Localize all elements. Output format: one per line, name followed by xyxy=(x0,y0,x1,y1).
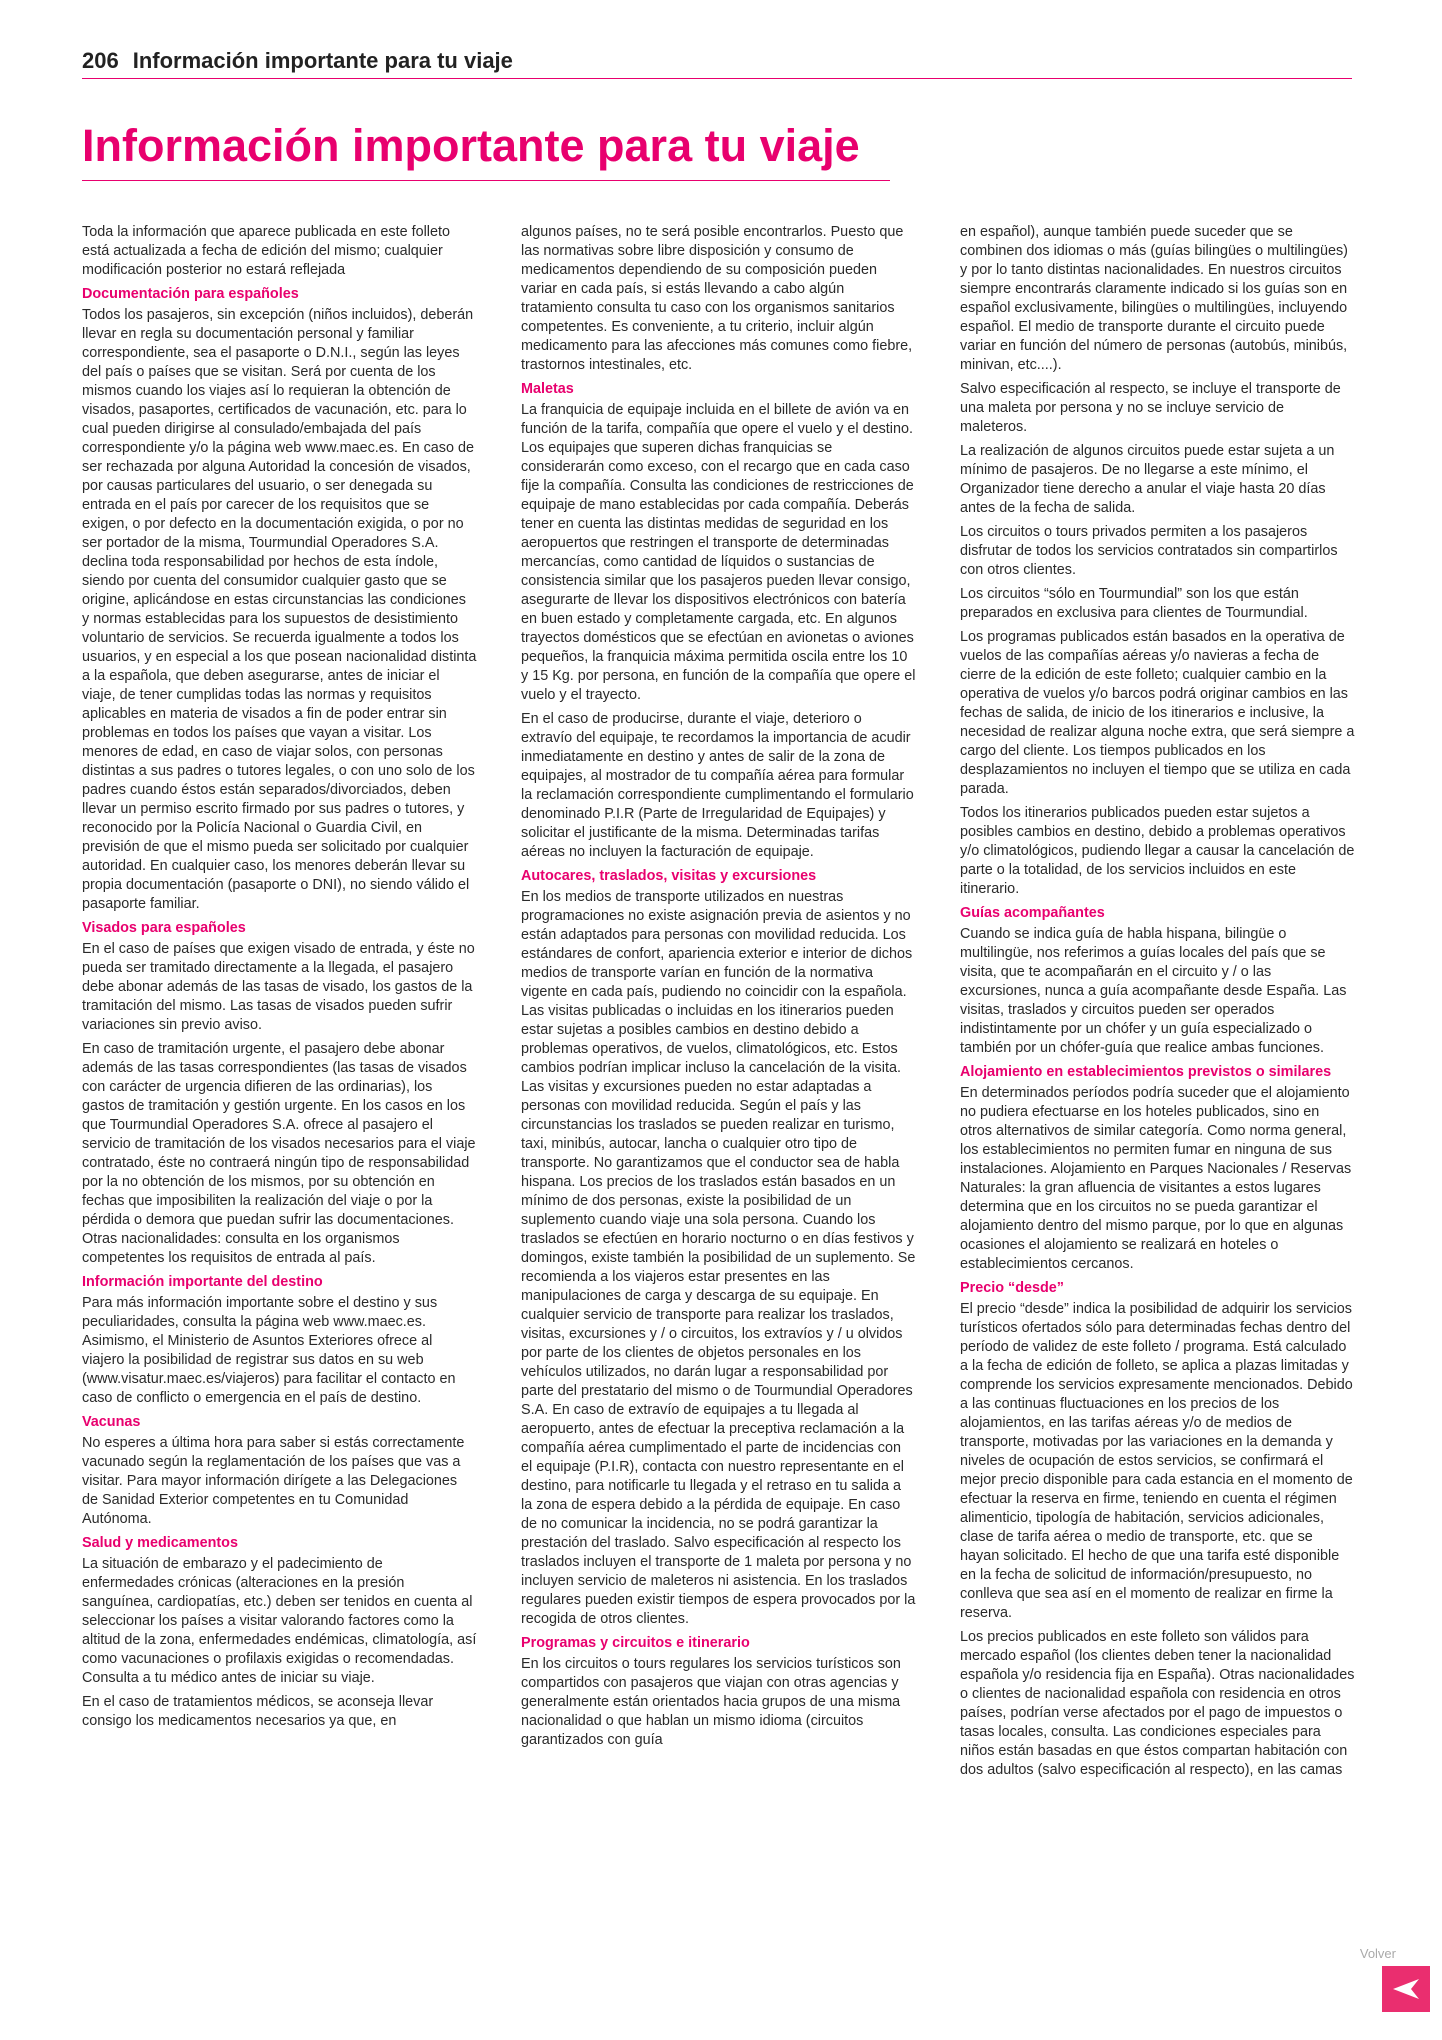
paragraph: En determinados períodos podría suceder que el alojamiento no pudiera efectuarse en los hoteles publicados, sino en otros alternativos de similar categoría. Como norma general, los establecimientos no permiten fumar en ninguna de sus instalaciones. Alojamiento en Parques Nacionales / Reservas Naturales: la gran afluencia de visitantes a estos lugares determina que en los circuitos no se pueda garantizar el alojamiento dentro del mismo parque, por lo que en algunas ocasiones el alojamiento se realizará en hoteles o establecimientos cercanos. xyxy=(960,1085,1352,1272)
paragraph: Todos los pasajeros, sin excepción (niños incluidos), deberán llevar en regla su documentación personal y familiar correspondiente, sea el pasaporte o D.N.I., según las leyes del país o países que se visitan. Será por cuenta de los mismos cuando los viajes así lo requieran la obtención de visados, pasaportes, certificados de vacunación, etc. para lo cual pueden dirigirse al consulado/embajada del país correspondiente y/o la página web www.maec.es. En caso de ser rechazada por alguna Autoridad la concesión de visados, por causas particulares del usuario, o ser denegada su entrada en el país por carecer de los requisitos que se exigen, o por defecto en la documentación exigida, o por no ser portador de la misma, Tourmundial Operadores S.A. declina toda responsabilidad por hechos de esta índole, siendo por cuenta del consumidor cualquier gasto que se origine, aplicándose en estas circunstancias las condiciones y normas establecidas para los supuestos de desistimiento voluntario de servicios. Se recuerda igualmente a todos los usuarios, y en especial a los que posean nacionalidad distinta a la española, que deben asegurarse, antes de iniciar el viaje, de tener cumplidas todas las normas y requisitos aplicables en materia de visados a fin de poder entrar sin problemas en todos los países que vayan a visitar. Los menores de edad, en caso de viajar solos, con personas distintas a sus padres o tutores legales, o con uno solo de los padres cuando éstos están separados/divorciados, deben llevar un permiso escrito firmado por sus padres o tutores, y reconocido por la Policía Nacional o Guardia Civil, en previsión de que el mismo pueda ser solicitado por cualquier autoridad. En cualquier caso, los menores deberán llevar su propia documentación (pasaporte o DNI), no siendo válido el pasaporte familiar. xyxy=(82,307,477,912)
paragraph: Los programas publicados están basados en la operativa de vuelos de las compañías aéreas y/o navieras a fecha de cierre de la edición de este folleto; cualquier cambio en la operativa de vuelos y/o barcos podrá originar cambios en las fechas de salida, de inicio de los itinerarios e inclusive, la necesidad de realizar alguna noche extra, que será siempre a cargo del cliente. Los tiempos publicados en los desplazamientos no incluyen el tiempo que se utiliza en cada parada. xyxy=(960,629,1355,797)
paragraph: Toda la información que aparece publicada en este folleto está actualizada a fecha de edición del mismo; cualquier modificación posterior no estará reflejada xyxy=(82,224,451,278)
paragraph: Para más información importante sobre el destino y sus peculiaridades, consulta la página web www.maec.es. Asimismo, el Ministerio de Asuntos Exteriores ofrece al viajero la posibilidad de registrar sus datos en su web (www.visatur.maec.es/viajeros) para facilitar el contacto en caso de conflicto o emergencia en el país de destino. xyxy=(82,1295,456,1406)
section-heading: Guías acompañantes xyxy=(960,905,1105,921)
paragraph: Los circuitos o tours privados permiten a los pasajeros disfrutar de todos los servicios contratados sin compartirlos con otros clientes. xyxy=(960,524,1338,578)
paragraph: El precio “desde” indica la posibilidad de adquirir los servicios turísticos ofertados sólo para determinadas fechas dentro del período de validez de este folleto / programa. Está calculado a la fecha de edición de folleto, se aplica a plazas limitadas y comprende los servicios expresamente mencionados. Debido a las continuas fluctuaciones en los precios de los alojamientos, en las tarifas aéreas y/o de medios de transporte, motivadas por las variaciones en la demanda y niveles de ocupación de estos servicios, se confirmará el mejor precio disponible para cada estancia en el momento de efectuar la reserva en firme, teniendo en cuenta el régimen alimenticio, tipología de habitación, servicios adicionales, clase de tarifa aérea o medio de transporte, etc. que se hayan solicitado. El hecho de que una tarifa esté disponible en la fecha de solicitud de información/presupuesto, no conlleva que sea así en el momento de realizar en firme la reserva. xyxy=(960,1301,1353,1621)
paragraph: En los circuitos o tours regulares los servicios turísticos son compartidos con pasajeros que viajan con otras agencias y generalmente están orientados hacia grupos de una misma nacionalidad o que hablan un mismo idioma (circuitos garantizados con guía xyxy=(521,1656,901,1748)
section-heading: Programas y circuitos e itinerario xyxy=(521,1635,750,1651)
section-heading: Información importante del destino xyxy=(82,1274,323,1290)
paragraph: La franquicia de equipaje incluida en el billete de avión va en función de la tarifa, compañía que opere el vuelo y el destino. Los equipajes que superen dichas franquicias se considerarán como exceso, con el recargo que en cada caso fije la compañía. Consulta las condiciones de restricciones de equipaje de mano establecidas por cada compañía. Deberás tener en cuenta las distintas medidas de seguridad en los aeropuertos que restringen el transporte de determinadas mercancías, como cantidad de líquidos o sustancias de consistencia similar que los pasajeros pueden llevar consigo, asegurarte de llevar los dispositivos electrónicos con batería en buen estado y completamente cargada, etc. En algunos trayectos domésticos que se efectúan en avionetas o aviones pequeños, la franquicia máxima permitida oscila entre los 10 y 15 Kg. por persona, en función de la compañía que opere el vuelo y el trayecto. xyxy=(521,402,916,703)
section-heading: Precio “desde” xyxy=(960,1280,1064,1296)
paragraph: La situación de embarazo y el padecimiento de enfermedades crónicas (alteraciones en la presión sanguínea, cardiopatías, etc.) deben ser tenidos en cuenta al seleccionar los países a visitar valorando factores como la altitud de la zona, enfermedades endémicas, climatología, así como vacunaciones o profilaxis exigidas o recomendadas. Consulta a tu médico antes de iniciar su viaje. xyxy=(82,1556,477,1686)
paragraph: Salvo especificación al respecto, se incluye el transporte de una maleta por persona y no se incluye servicio de maleteros. xyxy=(960,381,1341,435)
paragraph: En los medios de transporte utilizados en nuestras programaciones no existe asignación previa de asientos y no están adaptados para personas con movilidad reducida. Los estándares de confort, apariencia exterior e interior de dichos medios de transporte varían en función de la normativa vigente en cada país, pudiendo no coincidir con la española. Las visitas publicadas o incluidas en los itinerarios pueden estar sujetas a posibles cambios en destino debido a problemas operativos, de vuelos, climatológicos, etc. Estos cambios podrían implicar incluso la cancelación de la visita. Las visitas y excursiones pueden no estar adaptadas a personas con movilidad reducida. Según el país y las circunstancias los traslados se pueden realizar en turismo, taxi, minibús, autocar, lancha o cualquier otro tipo de transporte. No garantizamos que el conductor sea de habla hispana. Los precios de los traslados están basados en un mínimo de dos personas, existe la posibilidad de un suplemento cuando viaje una sola persona. Cuando los traslados se efectúen en horario nocturno o en días festivos y domingos, existe también la posibilidad de un suplemento. Se recomienda a los viajeros estar presentes en las manipulaciones de carga y descarga de su equipaje. En cualquier servicio de transporte para realizar los traslados, visitas, excursiones y / o circuitos, los extravíos y / u olvidos por parte de los clientes de objetos personales en los vehículos utilizados, no darán lugar a responsabilidad por parte del prestatario del mismo o de Tourmundial Operadores S.A. En caso de extravío de equipajes a tu llegada al aeropuerto, antes de efectuar la preceptiva reclamación a la compañía aérea cumplimentado el parte de incidencias con el equipaje (P.I.R), contacta con nuestro representante en el destino, para notificarle tu llegada y el retraso en tu salida a la zona de espera debido a la pérdida de equipaje. En caso de no comunicar la incidencia, no se podrá garantizar la prestación del traslado. Salvo especificación al respecto los traslados incluyen el transporte de 1 maleta por persona y no incluyen servicio de maleteros ni asistencia. En los traslados regulares pueden existir tiempos de espera provocados por la recogida de otros clientes. xyxy=(521,889,916,1627)
paragraph: Los precios publicados en este folleto son válidos para mercado español (los clientes deben tener la nacionalidad española y/o residencia fija en España). Otras nacionalidades o clientes de nacionalidad española con residencia en otros países, podrían verse afectados por el pago de impuestos o tasas locales, consulta. Las condiciones especiales para niños están basadas en que éstos compartan habitación con dos adultos (salvo especificación al respecto), en las camas xyxy=(960,1629,1355,1778)
paragraph: En el caso de países que exigen visado de entrada, y éste no pueda ser tramitado directamente a la llegada, el pasajero debe abonar además de las tasas de visado, los gastos de la tramitación del mismo. Las tasas de visados pueden sufrir variaciones sin previo aviso. xyxy=(82,941,475,1033)
section-heading: Visados para españoles xyxy=(82,920,246,936)
header-title: Información importante para tu viaje xyxy=(132,48,513,73)
page-title: Información importante para tu viaje xyxy=(82,120,890,181)
paragraph: Todos los itinerarios publicados pueden estar sujetos a posibles cambios en destino, debido a problemas operativos y/o climatológicos, pudiendo llegar a causar la cancelación de parte o la totalidad, de los servicios incluidos en este itinerario. xyxy=(960,805,1355,897)
paragraph: Los circuitos “sólo en Tourmundial” son los que están preparados en exclusiva para clientes de Tourmundial. xyxy=(960,586,1308,621)
paragraph: No esperes a última hora para saber si estás correctamente vacunado según la reglamentación de los países que vas a visitar. Para mayor información dirígete a las Delegaciones de Sanidad Exterior competentes en tu Comunidad Autónoma. xyxy=(82,1435,465,1527)
paragraph: En el caso de producirse, durante el viaje, deterioro o extravío del equipaje, te recordamos la importancia de acudir inmediatamente en destino y antes de salir de la zona de equipajes, al mostrador de tu compañía aérea para formular la reclamación correspondiente cumplimentando el formulario denominado P.I.R (Parte de Irregularidad de Equipajes) y solicitar el justificante de la misma. Determinadas tarifas aéreas no incluyen la facturación de equipaje. xyxy=(521,711,914,860)
section-heading: Alojamiento en establecimientos previstos o similares xyxy=(960,1064,1332,1080)
section-heading: Maletas xyxy=(521,381,574,397)
text-column-1 xyxy=(82,223,477,1736)
text-column-2 xyxy=(521,223,916,1755)
section-heading: Autocares, traslados, visitas y excursiones xyxy=(521,868,817,884)
text-column-3 xyxy=(960,223,1355,1785)
section-heading: Salud y medicamentos xyxy=(82,1535,238,1551)
paragraph: Cuando se indica guía de habla hispana, bilingüe o multilingüe, nos referimos a guías locales del país que se visita, que te acompañarán en el circuito y / o las excursiones, nunca a guía acompañante desde España. Las visitas, traslados y circuitos pueden ser operados indistintamente por un chófer y un guía especializado o también por un chófer-guía que realice ambas funciones. xyxy=(960,926,1347,1056)
paragraph: en español), aunque también puede suceder que se combinen dos idiomas o más (guías bilingües o multilingües) y por lo tanto distintas nacionalidades. En nuestros circuitos siempre encontrarás claramente indicado si los guías son en español exclusivamente, bilingües o multilingües, incluyendo español. El medio de transporte durante el circuito puede variar en función del número de personas (autobús, minibús, minivan, etc....). xyxy=(960,224,1348,373)
page-number: 206 xyxy=(82,48,119,73)
section-heading: Documentación para españoles xyxy=(82,286,299,302)
page-header xyxy=(82,48,1352,79)
arrow-left-icon xyxy=(1391,1977,1421,2001)
section-heading: Vacunas xyxy=(82,1414,141,1430)
back-button[interactable] xyxy=(1382,1966,1430,2012)
paragraph: algunos países, no te será posible encontrarlos. Puesto que las normativas sobre libre disposición y consumo de medicamentos dependiendo de su composición pueden variar en cada país, si estás llevando a cabo algún tratamiento consulta tu caso con los organismos sanitarios competentes. Es conveniente, a tu criterio, incluir algún medicamento para las afecciones más comunes como fiebre, trastornos intestinales, etc. xyxy=(521,224,913,373)
paragraph: En el caso de tratamientos médicos, se aconseja llevar consigo los medicamentos necesarios ya que, en xyxy=(82,1694,434,1729)
paragraph: La realización de algunos circuitos puede estar sujeta a un mínimo de pasajeros. De no llegarse a este mínimo, el Organizador tiene derecho a anular el viaje hasta 20 días antes de la fecha de salida. xyxy=(960,443,1335,516)
back-label: Volver xyxy=(1359,1946,1396,1961)
paragraph: En caso de tramitación urgente, el pasajero debe abonar además de las tasas correspondientes (las tasas de visados con carácter de urgencia difieren de las ordinarias), los gastos de tramitación y gestión urgente. En los casos en los que Tourmundial Operadores S.A. ofrece al pasajero el servicio de tramitación de los visados necesarios para el viaje contratado, éste no contraerá ningún tipo de responsabilidad por la no obtención de los mismos, por su obtención en fechas que imposibiliten la realización del viaje o por la pérdida o demora que puedan sufrir las documentaciones. Otras nacionalidades: consulta en los organismos competentes los requisitos de entrada al país. xyxy=(82,1041,476,1266)
